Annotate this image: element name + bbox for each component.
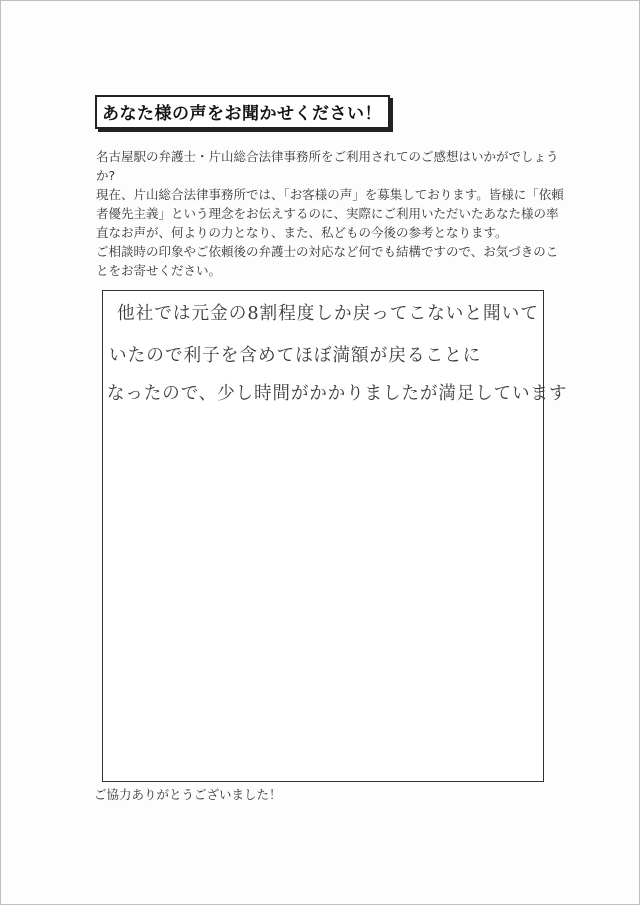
comment-box [102,290,568,782]
handwritten-line: 他社では元金の8割程度しか戻ってこないと聞いて [117,303,539,324]
handwritten-line: なったので、少し時間がかかりましたが満足しています [107,383,568,404]
intro-paragraph: 名古屋駅の弁護士・片山総合法律事務所をご利用されてのご感想はいかがでしょうか? [96,149,559,183]
thanks-text: ご協力ありがとうございました！ [94,787,282,802]
intro-paragraph: 現在、片山総合法律事務所では、「お客様の声」を募集しております。皆様に「依頼者優先主義」という理念をお伝えするのに、実際にご利用いただいたあなた様の率直なお声が、何よりの力となり、また、私どもの今後の参考となります。 [96,187,564,240]
handwritten-line: いたので利子を含めてほぼ満額が戻ることに [109,345,482,366]
intro-text [96,147,566,280]
form-title: あなた様の声をお聞かせください！ [95,95,390,129]
intro-paragraph: ご相談時の印象やご依頼後の弁護士の対応など何でも結構ですので、お気づきのことをお寄せください。 [96,244,559,278]
